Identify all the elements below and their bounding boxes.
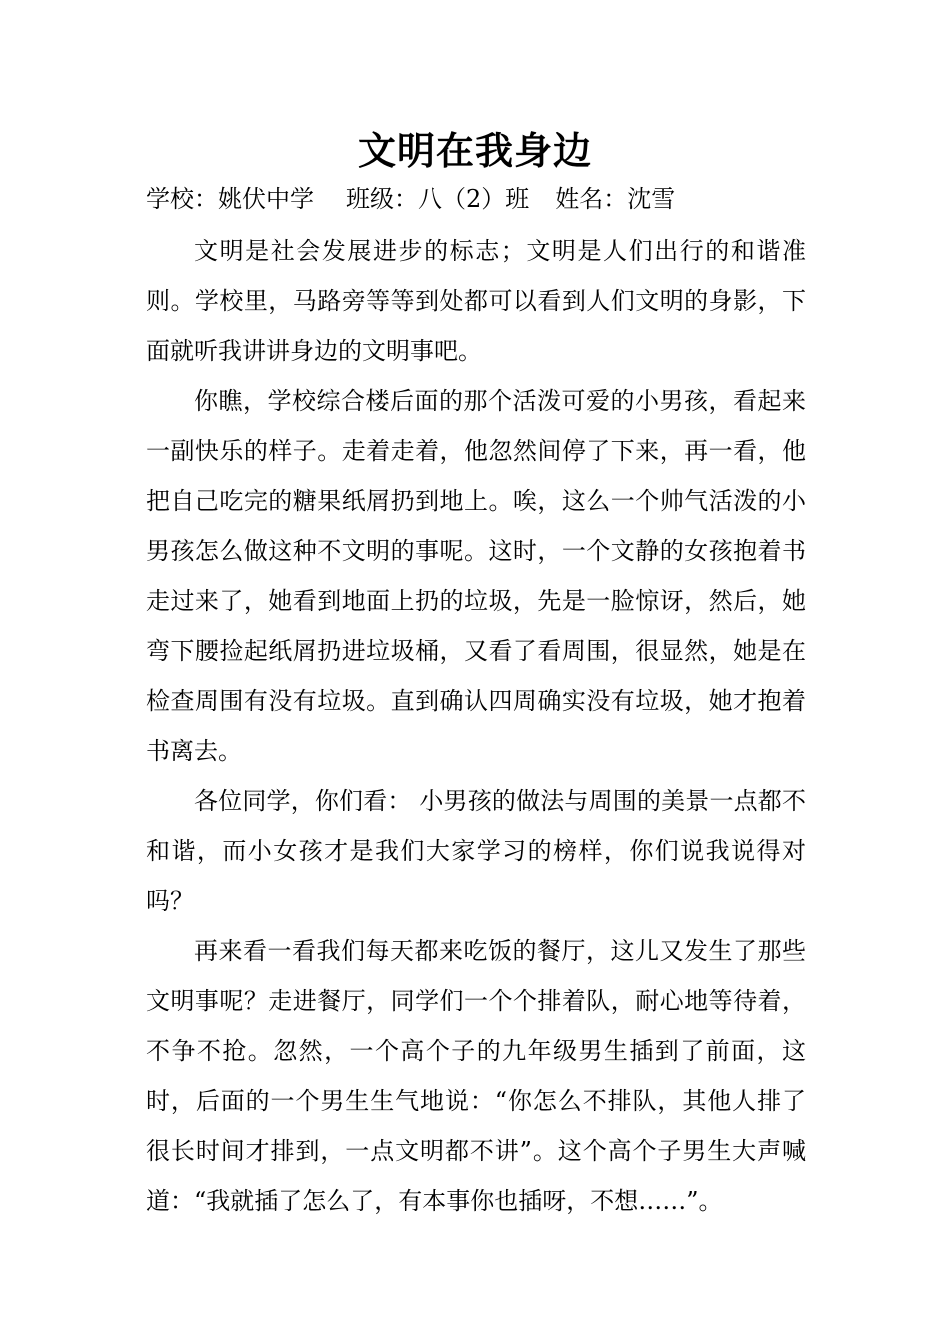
paragraph-4: 再来看一看我们每天都来吃饭的餐厅，这儿又发生了那些文明事呢？走进餐厅，同学们一个个排着队，耐心地等待着，不争不抢。忽然，一个高个子的九年级男生插到了前面，这时，后面的一个男生生气地说：“你怎么不排队，其他人排了很长时间才排到，一点文明都不讲”。这个高个子男生大声喊道：“我就插了怎么了，有本事你也插呀，不想……”。	[146, 937, 806, 1215]
author-info-line	[146, 182, 806, 216]
paragraph-1: 文明是社会发展进步的标志；文明是人们出行的和谐准则。学校里，马路旁等等到处都可以看到人们文明的身影，下面就听我讲讲身边的文明事吧。	[146, 237, 806, 365]
paragraph-2: 你瞧，学校综合楼后面的那个活泼可爱的小男孩，看起来一副快乐的样子。走着走着，他忽然间停了下来，再一看，他把自己吃完的糖果纸屑扔到地上。唉，这么一个帅气活泼的小男孩怎么做这种不文明的事呢。这时，一个文静的女孩抱着书走过来了，她看到地面上扔的垃圾，先是一脸惊讶，然后，她弯下腰捡起纸屑扔进垃圾桶，又看了看周围，很显然，她是在检查周围有没有垃圾。直到确认四周确实没有垃圾，她才抱着书离去。	[146, 387, 806, 765]
class-info: 班级：八（2）班	[346, 185, 530, 213]
paragraph-3: 各位同学，你们看： 小男孩的做法与周围的美景一点都不和谐，而小女孩才是我们大家学习的榜样，你们说我说得对吗？	[146, 787, 806, 915]
student-name-info: 姓名：沈雪	[555, 185, 676, 213]
document-title: 文明在我身边	[357, 128, 592, 173]
school-info: 学校：姚伏中学	[146, 185, 314, 213]
document-body	[146, 226, 806, 1226]
